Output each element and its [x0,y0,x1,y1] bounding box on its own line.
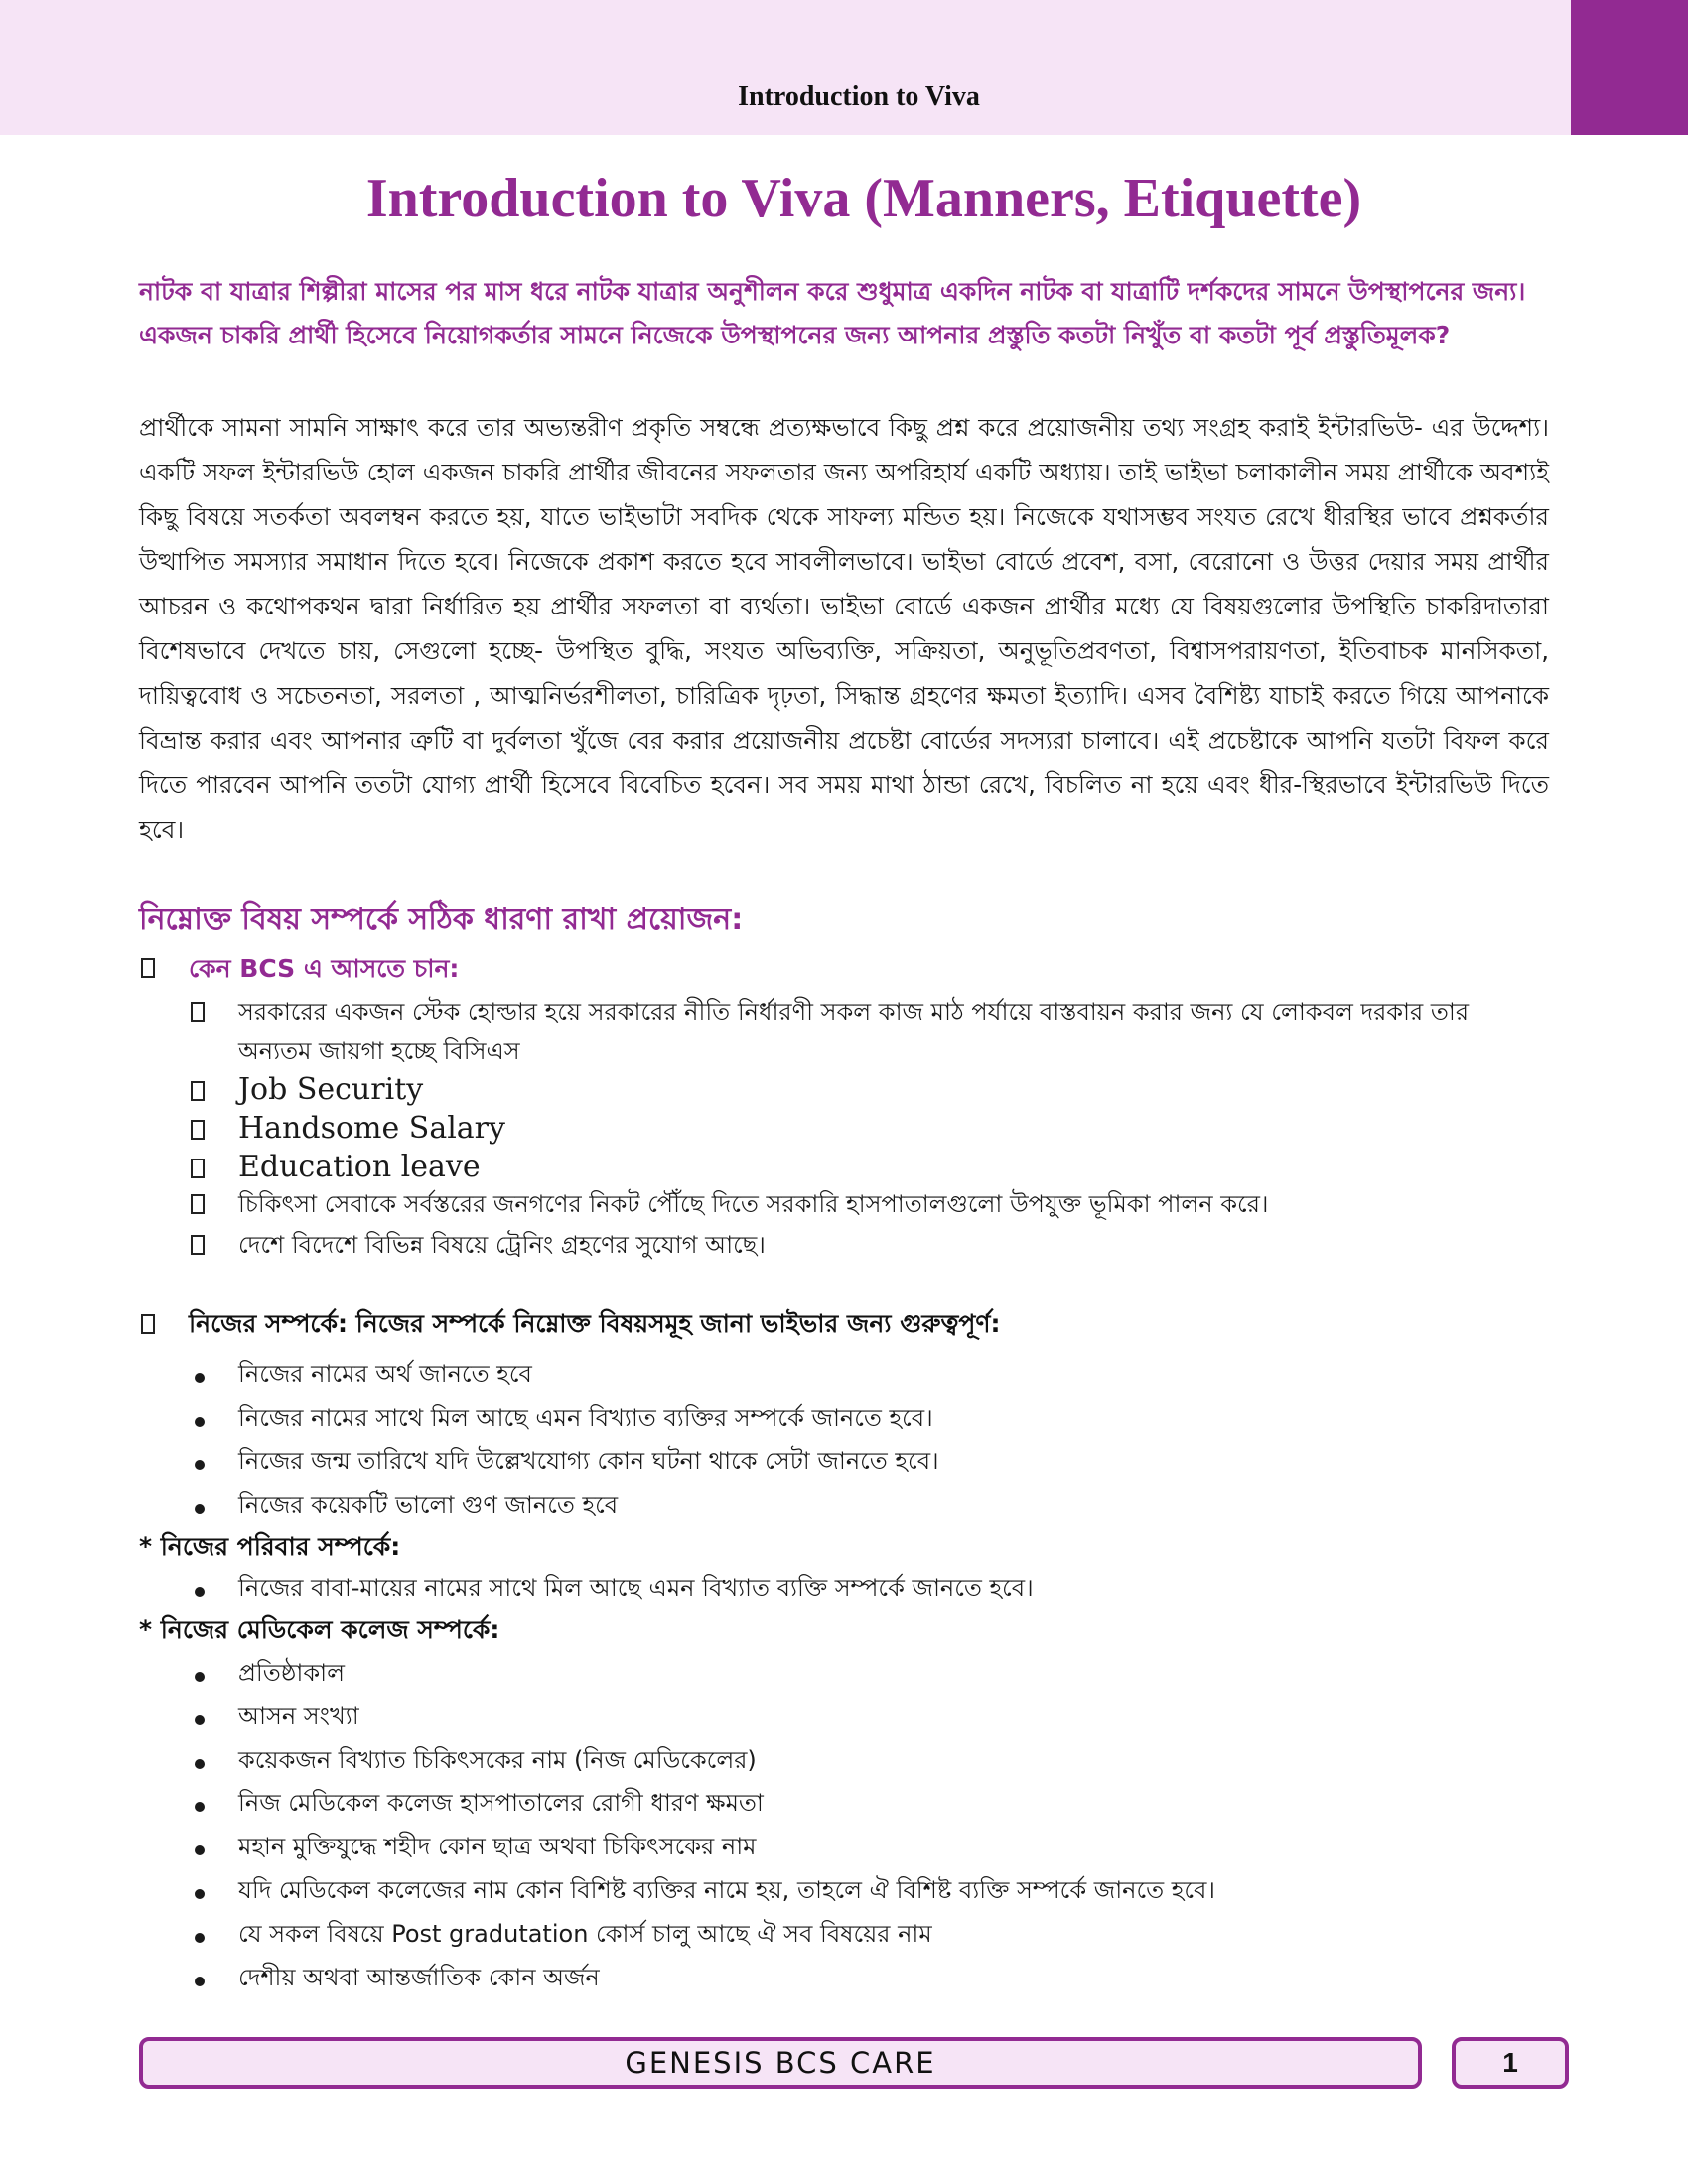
family-item: নিজের বাবা-মায়ের নামের সাথে মিল আছে এমন বিখ্যাত ব্যক্তি সম্পর্কে জানতে হবে। [238,1574,1034,1602]
square-bullet-icon [191,1081,205,1101]
bcs-heading: কেন BCS এ আসতে চান: [189,954,460,983]
header-accent-block [1571,0,1688,135]
bcs-item: চিকিৎসা সেবাকে সর্বস্তরের জনগণের নিকট পৌঁছে দিতে সরকারি হাসপাতালগুলো উপযুক্ত ভূমিকা পালন করে। [238,1190,1269,1218]
footer-brand-bar: GENESIS BCS CARE [139,2037,1422,2089]
bcs-item-continuation: অন্যতম জায়গা হচ্ছে বিসিএস [238,1037,520,1065]
bullet-icon [195,1417,205,1427]
self-item: নিজের জন্ম তারিখে যদি উল্লেখযোগ্য কোন ঘটনা থাকে সেটা জানতে হবে। [238,1447,939,1475]
college-item: আসন সংখ্যা [238,1703,359,1730]
bullet-icon [195,1933,205,1943]
square-bullet-icon [191,1120,205,1140]
college-item: মহান মুক্তিযুদ্ধে শহীদ কোন ছাত্র অথবা চিকিৎসকের নাম [238,1833,757,1860]
bullet-icon [195,1504,205,1514]
bullet-icon [195,1845,205,1855]
square-bullet-icon [191,1194,205,1214]
bullet-icon [195,1889,205,1899]
bullet-icon [195,1672,205,1682]
bcs-item: সরকারের একজন স্টেক হোল্ডার হয়ে সরকারের নীতি নির্ধারণী সকল কাজ মাঠ পর্যায়ে বাস্তবায়ন করার জন্য যে লোকবল দরকার তার [238,998,1470,1025]
body-paragraph: প্রার্থীকে সামনা সামনি সাক্ষাৎ করে তার অভ্যন্তরীণ প্রকৃতি সম্বন্ধে প্রত্যক্ষভাবে কিছু প্রশ্ন করে প্রয়োজনীয় তথ্য সংগ্রহ করাই ইন্টারভিউ- এর উদ্দেশ্য। একটি সফল ইন্টারভিউ হোল একজন চাকরি প্রার্থীর জীবনের সফলতার জন্য অপরিহার্য একটি অধ্যায়। তাই ভাইভা চলাকালীন সময় প্রার্থীকে অবশ্যই কিছু বিষয়ে সতর্কতা অবলম্বন করতে হয়, যাতে ভাইভাটা সবদিক থেকে সাফল্য মন্ডিত হয়। নিজেকে যথাসম্ভব সংযত রেখে ধীরস্থির ভাবে প্রশ্নকর্তার উত্থাপিত সমস্যার সমাধান দিতে হবে। নিজেকে প্রকাশ করতে হবে সাবলীলভাবে। ভাইভা বোর্ডে প্রবেশ, বসা, বেরোনো ও উত্তর দেয়ার সময় প্রার্থীর আচরন ও কথোপকথন দ্বারা নির্ধারিত হয় প্রার্থীর সফলতা বা ব্যর্থতা। ভাইভা বোর্ডে একজন প্রার্থীর মধ্যে যে বিষয়গুলোর উপস্থিতি চাকরিদাতারা বিশেষভাবে দেখতে চায়, সেগুলো হচ্ছে- উপস্থিত বুদ্ধি, সংযত অভিব্যক্তি, সক্রিয়তা, অনুভূতিপ্রবণতা, বিশ্বাসপরায়ণতা, ইতিবাচক মানসিকতা, দায়িত্ববোধ ও সচেতনতা, সরলতা , আত্মনির্ভরশীলতা, চারিত্রিক দৃঢ়তা, সিদ্ধান্ত গ্রহণের ক্ষমতা ইত্যাদি। এসব বৈশিষ্ট্য যাচাই করতে গিয়ে আপনাকে বিভ্রান্ত করার এবং আপনার ত্রুটি বা দুর্বলতা খুঁজে বের করার প্রয়োজনীয় প্রচেষ্টা বোর্ডের সদস্যরা চালাবে। এই প্রচেষ্টাকে আপনি যতটা বিফল করে দিতে পারবেন আপনি ততটা যোগ্য প্রার্থী হিসেবে বিবেচিত হবেন। সব সময় মাথা ঠান্ডা রেখে, বিচলিত না হয়ে এবং ধীর-স্থিরভাবে ইন্টারভিউ দিতে হবে। [139,413,1549,844]
college-item: দেশীয় অথবা আন্তর্জাতিক কোন অর্জন [238,1964,600,1991]
bullet-icon [195,1715,205,1725]
bullet-icon [195,1759,205,1769]
bcs-item: Handsome Salary [238,1111,505,1146]
intro-text [139,270,1549,357]
bcs-item: Education leave [238,1150,481,1184]
self-item: নিজের নামের সাথে মিল আছে এমন বিখ্যাত ব্যক্তির সম্পর্কে জানতে হবে। [238,1404,933,1432]
running-header-title: Introduction to Viva [738,81,980,112]
bcs-item: Job Security [238,1072,424,1107]
college-item: কয়েকজন বিখ্যাত চিকিৎসকের নাম (নিজ মেডিকেলের) [238,1746,757,1774]
header-band [0,0,1571,135]
bullet-icon [195,1587,205,1597]
self-heading: নিজের সম্পর্কে: নিজের সম্পর্কে নিম্নোক্ত বিষয়সমূহ জানা ভাইভার জন্য গুরুত্বপূর্ণ: [189,1309,1001,1338]
college-item: যে সকল বিষয়ে Post gradutation কোর্স চালু আছে ঐ সব বিষয়ের নাম [238,1920,932,1948]
intro-line: নাটক বা যাত্রার শিল্পীরা মাসের পর মাস ধরে নাটক যাত্রার অনুশীলন করে শুধুমাত্র একদিন নাটক বা যাত্রাটি দর্শকদের সামনে উপস্থাপনের জন্য। [139,277,1526,306]
college-heading: * নিজের মেডিকেল কলেজ সম্পর্কে: [139,1615,500,1644]
square-bullet-icon [141,958,155,978]
family-heading: * নিজের পরিবার সম্পর্কে: [139,1532,401,1561]
bullet-icon [195,1977,205,1986]
bullet-icon [195,1460,205,1470]
section-heading: নিম্নোক্ত বিষয় সম্পর্কে সঠিক ধারণা রাখা প্রয়োজন: [139,902,744,937]
square-bullet-icon [191,1159,205,1178]
square-bullet-icon [141,1314,155,1334]
page-number: 1 [1452,2037,1569,2089]
self-item: নিজের কয়েকটি ভালো গুণ জানতে হবে [238,1491,619,1519]
self-item: নিজের নামের অর্থ জানতে হবে [238,1360,532,1388]
college-item: প্রতিষ্ঠাকাল [238,1659,346,1687]
square-bullet-icon [191,1002,205,1022]
square-bullet-icon [191,1235,205,1255]
intro-line: একজন চাকরি প্রার্থী হিসেবে নিয়োগকর্তার সামনে নিজেকে উপস্থাপনের জন্য আপনার প্রস্তুতি কতটা নিখুঁত বা কতটা পূর্ব প্রস্তুতিমূলক? [139,321,1451,349]
bullet-icon [195,1802,205,1812]
college-item: যদি মেডিকেল কলেজের নাম কোন বিশিষ্ট ব্যক্তির নামে হয়, তাহলে ঐ বিশিষ্ট ব্যক্তি সম্পর্কে জানতে হবে। [238,1876,1215,1904]
bullet-icon [195,1373,205,1383]
bcs-item: দেশে বিদেশে বিভিন্ন বিষয়ে ট্রেনিং গ্রহণের সুযোগ আছে। [238,1231,766,1259]
college-item: নিজ মেডিকেল কলেজ হাসপাতালের রোগী ধারণ ক্ষমতা [238,1789,764,1817]
document-title: Introduction to Viva (Manners, Etiquette) [365,168,1362,229]
